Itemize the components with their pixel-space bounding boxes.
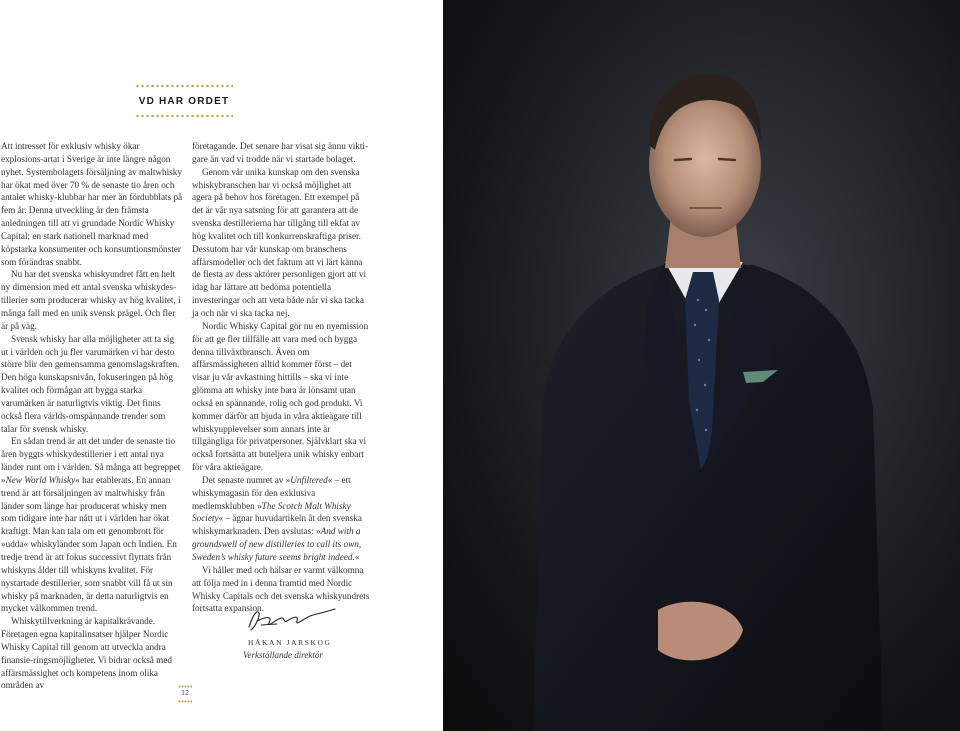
text-run: En sådan trend är att det under de senaste tio åren byggts whiskydestillerier i ett antal nya länder runt om i världen. Så många att begreppet » xyxy=(1,436,181,485)
page-number-ornament-top xyxy=(178,685,192,688)
paragraph xyxy=(192,474,370,564)
portrait-photo-icon xyxy=(443,0,960,731)
text-run: « xyxy=(354,552,360,562)
paragraph: Nu har det svenska whiskyundret fått en helt ny dimension med ett antal svenska whiskydes-tillerier som producerar whisky av hög kvalitet, i många fall med en unik svensk prägel. Och fler är på väg. xyxy=(1,269,181,331)
paragraph: Vi håller med och hälsar er varmt välkomna att följa med in i denna framtid med Nordic Whisky Capitals och det svenska whiskyundrets fortsatta expansion. xyxy=(192,564,370,614)
page-number: 12 xyxy=(181,690,189,697)
page-number-ornament-bottom xyxy=(178,700,192,703)
text-run: « har etablerats. En annan trend är att försäljningen av maltwhisky från länder som länge har producerat whisky men som tidigare inte har nått ut i världen har ökat kraftigt. Man kan tala om ett genombrott för »udda« whiskyländer som Japan och Indien. En tredje trend är att fokus successivt flyttats från whiskyns ålder till whiskyns kvalitet. För nystartade destillerier, som snabbt vill få ut sin whisky på marknaden, är detta naturligtvis en mycket välkommen trend. xyxy=(1,474,177,614)
paragraph: Whiskytillverkning är kapitalkrävande. Företagen egna kapitalinsatser hjälper Nordic Whisky Capital till genom att utveckla andra finansie-ringsmöjligheter. Vi bidrar också med affärsmässighet och kompetens inom olika områden av xyxy=(1,616,172,691)
page-number-block xyxy=(178,685,192,703)
paragraph xyxy=(1,435,183,615)
signatory-title: Verkställande direktör xyxy=(243,650,323,660)
paragraph: Genom vår unika kunskap om den svenska whiskybranschen har vi också möjlighet att agera på behov hos företagen. Ett exempel på det är vår nya satsning för att garantera att de svenska destillerierna har tillgång till ekfat av hög kvalitet och till konkurrenskraftiga priser. Dessutom har vår kunskap om branschens affärsmodeller och det faktum att vi lärt känna de flesta av dess aktörer personligen gjort att vi idag har lättare att bedöma potentiella investeringar och att veta både när vi ska tacka ja och när vi ska tacka nej. xyxy=(192,166,366,318)
text-run: Det senaste numret av » xyxy=(202,474,291,485)
paragraph: företagande. Det senare har visat sig ännu vikti-gare än vad vi trodde när vi startade bolaget. xyxy=(192,141,369,164)
paragraph: Att intresset för exklusiv whisky ökar explosions-artat i Sverige är inte längre någon nyhet. Systembolagets försäljning av maltwhisky har ökat med över 70 % de senaste tio åren och antalet whisky-klubbar har mer än fördubblats på fem år. Denna utveckling är den främsta anledningen till att vi grundade Nordic Whisky Capital; en stark nationell marknad med köpstarka konsumenter och konsumtionsmönster som förändras snabbt. xyxy=(1,141,183,267)
italic-text: New World Whisky xyxy=(5,474,76,485)
signature-icon xyxy=(243,605,338,635)
section-header xyxy=(135,84,233,118)
header-ornament-bottom xyxy=(135,114,233,118)
text-run: « – ägnar huvudartikeln åt den svenska whiskymarknaden. Den avslutas: » xyxy=(192,513,362,537)
text-column-2 xyxy=(192,140,370,615)
header-ornament-top xyxy=(135,84,233,88)
left-page xyxy=(0,0,443,731)
section-title: VD HAR ORDET xyxy=(138,96,230,107)
paragraph: Nordic Whisky Capital gör nu en nyemission för att ge fler tillfälle att vara med och bygga denna tillväxtbransch. Även om affärsmässigheten alltid kommer först – det visar ju vår avkastning hittills – ska vi inte glömma att whisky inte bara är lönsamt utan också en spännande, rolig och god produkt. Vi kommer därför att bjuda in våra aktieägare till whiskyupplevelser som annars inte är tillgängliga för privatpersoner. Självklart ska vi också fortsätta att buteljera unik whisky enbart för våra aktieägare. xyxy=(192,320,369,473)
text-column-1 xyxy=(1,140,183,692)
text-run: « – ett whiskymagasin för den exklusiva medlemsklubben » xyxy=(192,474,351,511)
italic-text: And with a groundswell of new distilleries to call its own, Sweden’s whisky future seems bright indeed. xyxy=(192,526,362,562)
italic-text: The Scotch Malt Whisky Society xyxy=(192,500,351,524)
paragraph: Svensk whisky har alla möjligheter att ta sig ut i världen och ju fler varumärken vi har desto större blir den gemensamma genomslagskraften. Den höga kunskapsnivån, fokuseringen på hög kvalitet och förmågan att bygga starka varumärken är naturligtvis viktig. Det finns också flera världs-omspännande trender som talar för svensk whisky. xyxy=(1,333,180,434)
signatory-name: HÅKAN JARSKOG xyxy=(248,638,332,647)
right-page-photo xyxy=(443,0,960,731)
italic-text: Unfiltered xyxy=(290,474,328,485)
